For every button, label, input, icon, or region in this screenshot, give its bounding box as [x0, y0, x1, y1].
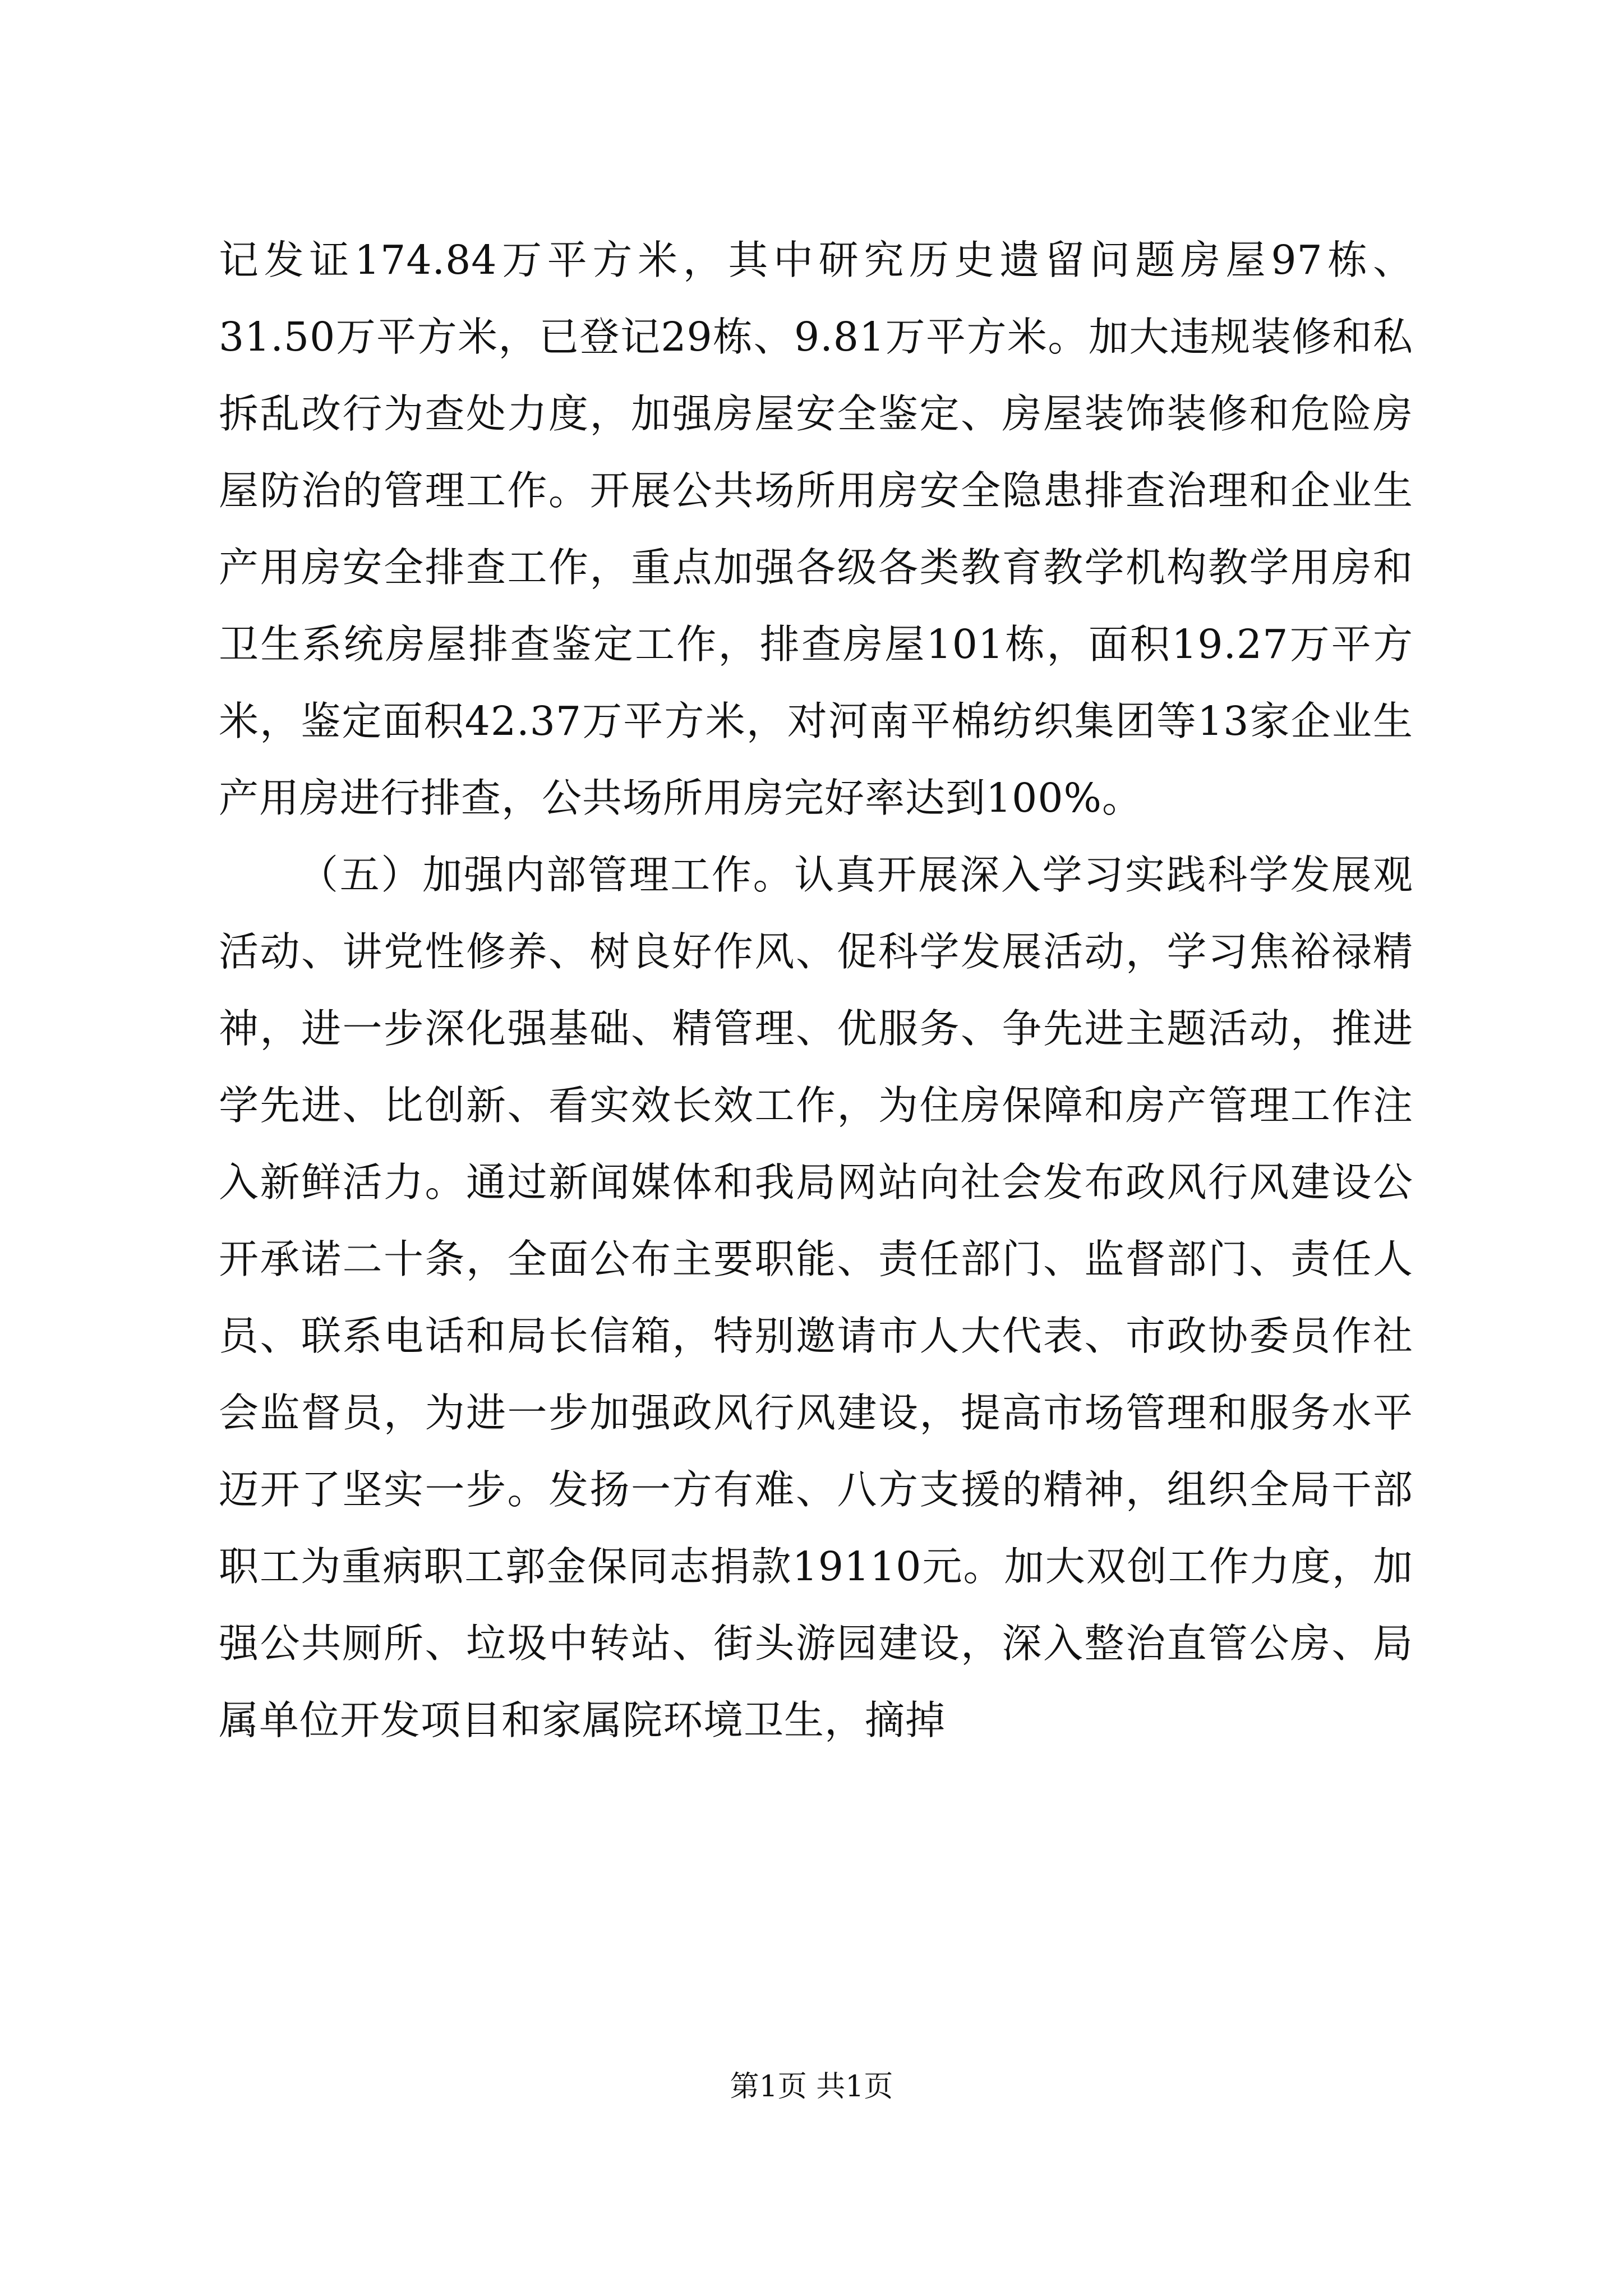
page-number-label: 第1页 共1页 [730, 2070, 893, 2104]
paragraph-continuation: 记发证174.84万平方米，其中研究历史遗留问题房屋97栋、31.50万平方米，已登记29栋、9.81万平方米。加大违规装修和私拆乱改行为查处力度，加强房屋安全鉴定、房屋装饰装修和危险房屋防治的管理工作。开展公共场所用房安全隐患排查治理和企业生产用房安全排查工作，重点加强各级各类教育教学机构教学用房和卫生系统房屋排查鉴定工作，排查房屋101栋，面积19.27万平方米，鉴定面积42.37万平方米，对河南平棉纺织集团等13家企业生产用房进行排查，公共场所用房完好率达到100%。 [219, 237, 1413, 821]
paragraph-internal-management: （五）加强内部管理工作。认真开展深入学习实践科学发展观活动、讲党性修养、树良好作风、促科学发展活动，学习焦裕禄精神，进一步深化强基础、精管理、优服务、争先进主题活动，推进学先进、比创新、看实效长效工作，为住房保障和房产管理工作注入新鲜活力。通过新闻媒体和我局网站向社会发布政风行风建设公开承诺二十条，全面公布主要职能、责任部门、监督部门、责任人员、联系电话和局长信箱，特别邀请市人大代表、市政协委员作社会监督员，为进一步加强政风行风建设，提高市场管理和服务水平迈开了坚实一步。发扬一方有难、八方支援的精神，组织全局干部职工为重病职工郭金保同志捐款19110元。加大双创工作力度，加强公共厕所、垃圾中转站、街头游园建设，深入整治直管公房、局属单位开发项目和家属院环境卫生，摘掉 [219, 852, 1413, 1743]
document-body [219, 222, 1413, 1759]
page-footer [0, 2064, 1623, 2109]
